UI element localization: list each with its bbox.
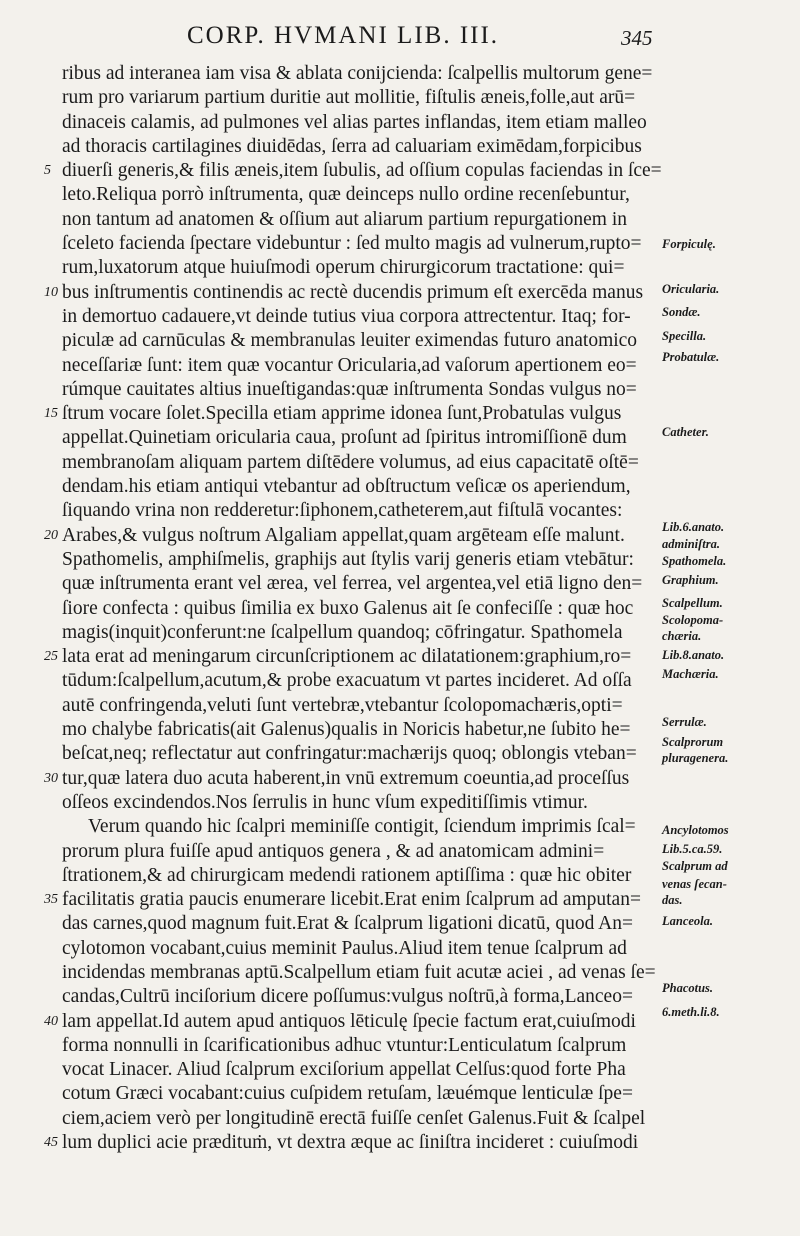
text-line [62,912,660,936]
margin-note: Sondæ. [662,305,701,319]
page-number: 345 [621,26,653,50]
running-head: CORP. HVMANI LIB. III. [187,22,500,49]
line-text: ribus ad interanea iam visa & ablata conijcienda: ſcalpellis multorum gene= [62,63,653,84]
line-text: oſſeos excindendos.Nos ſerrulis in hunc vſum expeditiſſimis vtimur. [62,791,588,813]
line-text: facilitatis gratia paucis enumerare licebit.Erat enim ſcalprum ad amputan= [62,889,641,911]
text-line [62,815,660,839]
margin-note: Phacotus. [662,981,714,995]
margin-note: Scalpellum. [662,596,723,610]
line-text: ſiore confecta : quibus ſimilia ex buxo Galenus ait ſe confeciſſe : quæ hoc [62,597,634,619]
text-line [62,718,660,742]
line-number: 35 [44,892,58,908]
text-line [62,451,660,475]
margin-note: Scalprum ad [662,859,728,873]
text-line [44,524,660,548]
line-text: dinaceis calamis, ad pulmones vel alias partes inflandas, item etiam malleo [62,111,647,133]
line-text: ciem,aciem verò per longitudinē erectā fuiſſe cenſet Galenus.Fuit & ſcalpel [62,1107,646,1129]
line-text: non tantum ad anatomen & oſſium aut aliarum partium repurgationem in [62,208,628,230]
line-text: prorum plura fuiſſe apud antiquos genera , & ad anatomicam admini= [62,840,605,862]
line-text: dendam.his etiam antiqui vtebantur ad obſtructum veſicæ os aperiendum, [62,476,631,498]
line-text: in demortuo cadauere,vt deinde tutius viua corpora attrectentur. Itaq; for- [62,305,631,327]
margin-note: Lib.8.anato. [662,648,725,662]
line-text: magis(inquit)conferunt:ne ſcalpellum quandoq; cōfringatur. Spathomela [62,621,623,643]
margin-note: Serrulæ. [662,715,707,729]
text-line [62,961,660,985]
margin-note: Catheter. [662,425,709,439]
line-text: beſcat,neq; reflectatur aut confringatur:machærijs quoq; oblongis vteban= [62,743,637,765]
margin-note: Ancylotomos [662,823,729,837]
line-text: bus inſtrumentis continendis ac rectè ducendis primum eſt exercēda manus [62,281,644,303]
text-line [44,888,660,912]
text-line [44,1131,660,1155]
text-line [62,1082,660,1106]
text-line [62,864,660,888]
line-text: quæ inſtrumenta erant vel ærea, vel ferrea, vel argentea,vel etiā ligno den= [62,573,643,595]
text-line [62,597,660,621]
line-number: 5 [44,163,51,179]
text-line [44,1010,660,1034]
line-number: 25 [44,649,58,665]
text-line [62,183,660,207]
line-text: Verum quando hic ſcalpri meminiſſe contigit, ſciendum imprimis ſcal= [88,816,636,838]
line-text: lata erat ad meningarum circunſcriptionem ac dilatationem:graphium,ro= [62,646,632,668]
line-text: mo chalybe fabricatis(ait Galenus)qualis in Noricis habetur,ne ſubito he= [62,719,631,741]
text-line [62,548,660,572]
line-text: rum,luxatorum atque huiuſmodi operum chirurgicorum tractatione: qui= [62,257,625,279]
line-text: autē confringenda,veluti ſunt vertebræ,vtebantur ſcolopomachæris,opti= [62,694,623,716]
margin-note: chæria. [662,629,702,643]
text-line [44,159,662,183]
text-line [62,1107,660,1131]
line-text: das carnes,quod magnum fuit.Erat & ſcalprum ligationi dicatū, quod An= [62,913,633,935]
line-text: tur,quæ latera duo acuta haberent,in vnū extremum coeuntia,ad proceſſus [62,767,630,789]
line-text: cotum Græci vocabant:cuius cuſpidem retuſam, læuémque lenticulæ ſpe= [62,1083,633,1105]
line-text: rum pro variarum partium duritie aut mollitie, fiſtulis æneis,folle,aut arū= [62,87,636,109]
line-text: membranoſam aliquam partem diſtēdere volumus, ad eius capacitatē oſtē= [62,451,639,473]
line-number: 40 [44,1013,58,1029]
text-line [44,767,660,791]
line-number: 10 [44,284,58,300]
margin-note: Oricularia. [662,282,720,296]
line-text: appellat.Quinetiam oricularia caua, proſunt ad ſpiritus intromiſſionē dum [62,427,627,449]
margin-note: Graphium. [662,573,719,587]
line-number: 20 [44,527,58,543]
text-line [62,694,660,718]
line-text: leto.Reliqua porrò inſtrumenta, quæ deinceps nullo ordine recenſebuntur, [62,184,630,206]
margin-note: Lib.6.anato. [662,520,725,534]
line-text: forma nonnulli in ſcarificationibus adhuc vtuntur:Lenticulatum ſcalprum [62,1034,627,1056]
text-line [62,329,660,353]
line-text: neceſſariæ ſunt: item quæ vocantur Oricularia,ad vaſorum apertionem eo= [62,354,637,376]
margin-note: das. [662,893,683,907]
text-line [62,232,660,256]
text-line [62,1058,660,1082]
text-line [62,985,660,1009]
margin-note: Lanceola. [662,914,714,928]
margin-note: adminiſtra. [662,537,720,551]
text-line [44,645,660,669]
text-line [44,402,660,426]
line-text: incidendas membranas aptū.Scalpellum etiam fuit acutæ aciei , ad venas ſe= [62,961,656,983]
margin-note: Lib.5.ca.59. [662,842,723,856]
line-text: tūdum:ſcalpellum,acutum,& probe exacuatum vt partes incideret. Ad oſſa [62,670,632,692]
line-text: Spathomelis, amphiſmelis, graphijs aut ſtylis varij generis etiam vtebātur: [62,548,634,570]
line-text: ſceleto facienda ſpectare videbuntur : ſed multo magis ad vulnerum,rupto= [62,233,642,255]
margin-note: Machæria. [662,667,719,681]
line-text: rúmque cauitates altius inueſtigandas:quæ inſtrumenta Sondas vulgus no= [62,378,637,400]
margin-note: Probatulæ. [662,350,720,364]
line-text: ad thoracis cartilagines diuidēdas, ſerra ad caluariam eximēdam,forpicibus [62,135,642,157]
margin-note: Scolopoma- [662,613,724,627]
text-line [44,281,660,305]
line-number: 45 [44,1135,58,1151]
text-line [62,135,660,159]
line-text: piculæ ad carnūculas & membranulas leuiter eximendas futuro anatomico [62,330,638,352]
text-line [62,499,660,523]
text-line [62,378,660,402]
text-line [62,256,660,280]
text-line [62,475,660,499]
page-header [0,22,800,54]
main-text-block [44,62,662,1155]
margin-note: Forpiculę. [662,237,716,251]
margin-note: venas ſecan- [662,877,727,891]
line-text: ſtrum vocare ſolet.Specilla etiam apprime idonea ſunt,Probatulas vulgus [62,403,622,425]
text-line [62,937,660,961]
margin-note: pluragenera. [662,751,729,765]
text-line [62,840,660,864]
line-text: candas,Cultrū inciſorium dicere poſſumus:vulgus noſtrū,à forma,Lanceo= [62,986,633,1008]
text-line [62,621,660,645]
line-text: ſtrationem,& ad chirurgicam medendi rationem aptiſſima : quæ hic obiter [62,864,632,886]
text-line [62,354,660,378]
line-text: lum duplici acie prædituṁ, vt dextra æque ac ſiniſtra incideret : cuiuſmodi [62,1132,639,1154]
text-line [62,791,660,815]
text-line [62,305,660,329]
text-line [62,111,660,135]
line-text: diuerſi generis,& filis æneis,item ſubulis, ad oſſium copulas faciendas in ſce= [62,160,662,182]
line-text: Arabes,& vulgus noſtrum Algaliam appellat,quam argēteam eſſe malunt. [62,524,625,546]
line-number: 30 [44,770,58,786]
text-line [62,208,660,232]
text-line [62,426,660,450]
text-line [62,742,660,766]
line-text: lam appellat.Id autem apud antiquos lēticulę ſpecie factum erat,cuiuſmodi [62,1010,636,1032]
line-text: ſiquando vrina non redderetur:ſiphonem,catheterem,aut fiſtulā vocantes: [62,500,623,522]
margin-note: Specilla. [662,329,707,343]
text-line [62,669,660,693]
text-line [62,1034,660,1058]
line-number: 15 [44,406,58,422]
line-text: vocat Linacer. Aliud ſcalprum exciſorium appellat Celſus:quod forte Pha [62,1059,626,1081]
text-line [62,572,660,596]
line-text: cylotomon vocabant,cuius meminit Paulus.Aliud item tenue ſcalprum ad [62,937,627,959]
text-line [62,86,660,110]
margin-note: 6.meth.li.8. [662,1005,720,1019]
margin-note: Scalprorum [662,735,724,749]
margin-note: Spathomela. [662,554,727,568]
text-line [62,62,660,86]
